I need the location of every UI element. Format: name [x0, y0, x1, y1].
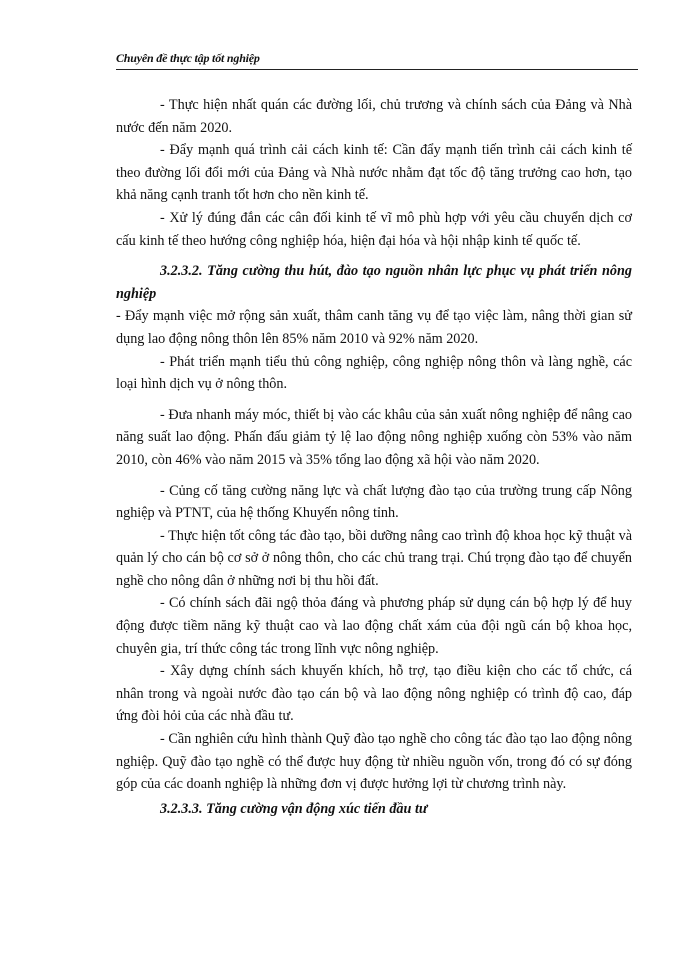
paragraph: - Xử lý đúng đắn các cân đối kinh tế vĩ mô phù hợp với yêu cầu chuyển dịch cơ cấu kinh tế theo hướng công nghiệp hóa, hiện đại hóa và hội nhập kinh tế quốc tế.	[116, 209, 632, 249]
page-header	[116, 49, 638, 70]
paragraph: - Phát triển mạnh tiểu thủ công nghiệp, công nghiệp nông thôn và làng nghề, các loại hình dịch vụ ở nông thôn.	[116, 353, 632, 393]
document-body	[116, 94, 632, 820]
section-heading-3-2-3-2: 3.2.3.2. Tăng cường thu hút, đào tạo nguồn nhân lực phục vụ phát triển nông nghiệp	[116, 263, 632, 302]
paragraph: - Đẩy mạnh quá trình cải cách kinh tế: Cần đẩy mạnh tiến trình cải cách kinh tế theo đường lối đổi mới của Đảng và Nhà nước nhằm đạt tốc độ tăng trưởng cao hơn, tạo khả năng cạnh tranh tốt hơn cho nền kinh tế.	[116, 142, 632, 204]
paragraph: - Đẩy mạnh việc mở rộng sản xuất, thâm canh tăng vụ để tạo việc làm, nâng thời gian sử dụng lao động nông thôn lên 85% năm 2010 và 92% năm 2020.	[116, 308, 632, 347]
paragraph: - Đưa nhanh máy móc, thiết bị vào các khâu của sản xuất nông nghiệp để nâng cao năng suất lao động. Phấn đấu giảm tỷ lệ lao động nông nghiệp xuống còn 53% vào năm 2010, còn 46% vào năm 2015 và 35% tổng lao động xã hội vào năm 2020.	[116, 406, 632, 468]
header-title: Chuyên đề thực tập tốt nghiệp	[116, 51, 260, 65]
paragraph: - Xây dựng chính sách khuyến khích, hỗ trợ, tạo điều kiện cho các tổ chức, cá nhân trong và ngoài nước đào tạo cán bộ và lao động nông nghiệp có trình độ cao, đáp ứng đòi hỏi của các nhà đầu tư.	[116, 663, 632, 725]
paragraph: - Có chính sách đãi ngộ thỏa đáng và phương pháp sử dụng cán bộ hợp lý để huy động được tiềm năng kỹ thuật cao và lao động chất xám của đội ngũ cán bộ khoa học, chuyên gia, trí thức công tác trong lĩnh vực nông nghiệp.	[116, 595, 632, 657]
paragraph: - Thực hiện tốt công tác đào tạo, bồi dưỡng nâng cao trình độ khoa học kỹ thuật và quản lý cho cán bộ cơ sở ở nông thôn, cho các chủ trang trại. Chú trọng đào tạo để chuyển nghề cho nông dân ở những nơi bị thu hồi đất.	[116, 527, 632, 589]
paragraph: - Thực hiện nhất quán các đường lối, chủ trương và chính sách của Đảng và Nhà nước đến năm 2020.	[116, 97, 632, 136]
section-heading-3-2-3-3: 3.2.3.3. Tăng cường vận động xúc tiến đầu tư	[160, 800, 428, 817]
paragraph: - Củng cố tăng cường năng lực và chất lượng đào tạo của trường trung cấp Nông nghiệp và PTNT, của hệ thống Khuyến nông tỉnh.	[116, 482, 632, 522]
paragraph: - Cần nghiên cứu hình thành Quỹ đào tạo nghề cho công tác đào tạo lao động nông nghiệp. Quỹ đào tạo nghề có thể được huy động từ nhiều nguồn vốn, trong đó có sự đóng góp của các doanh nghiệp là những đơn vị được hưởng lợi từ chương trình này.	[116, 731, 632, 793]
